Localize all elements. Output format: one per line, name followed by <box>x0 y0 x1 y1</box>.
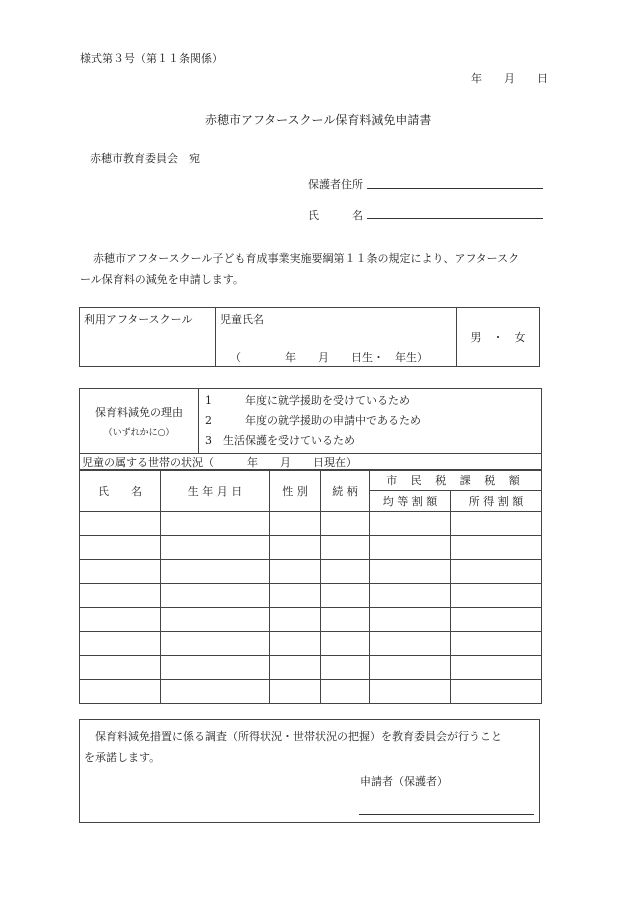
table-cell[interactable] <box>80 560 161 584</box>
table-cell[interactable] <box>270 608 321 632</box>
table-row <box>80 584 542 608</box>
table-cell[interactable] <box>451 536 542 560</box>
intro-line-1: 赤穂市アフタースクール子ども育成事業実施要綱第１１条の規定により、アフタースク <box>93 252 520 265</box>
table-row <box>80 560 542 584</box>
table-cell[interactable] <box>451 584 542 608</box>
household-status-cell <box>80 454 370 471</box>
table-cell[interactable] <box>370 656 451 680</box>
guardian-name-label: 氏 名 <box>308 209 363 222</box>
table-cell[interactable] <box>270 560 321 584</box>
table-cell[interactable] <box>80 680 161 704</box>
form-number: 様式第３号（第１１条関係） <box>80 52 223 65</box>
table-cell[interactable] <box>161 512 270 536</box>
table-cell[interactable] <box>451 680 542 704</box>
reason-options-cell <box>199 389 542 454</box>
table-cell[interactable] <box>270 656 321 680</box>
col-equal: 均 等 割 額 <box>370 491 451 512</box>
sex-options: 男 ・ 女 <box>470 331 526 344</box>
col-tax: 市 民 税 課 税 額 <box>370 470 542 491</box>
guardian-name-line[interactable] <box>367 218 543 219</box>
table-cell[interactable] <box>270 512 321 536</box>
school-label: 利用アフタースクール <box>84 313 193 326</box>
table-cell[interactable] <box>321 680 370 704</box>
table-cell[interactable] <box>370 632 451 656</box>
reason-option-2[interactable]: 2 年度の就学援助の申請中であるため <box>205 414 421 427</box>
table-cell[interactable] <box>80 608 161 632</box>
table-cell[interactable] <box>321 584 370 608</box>
table-cell[interactable] <box>270 536 321 560</box>
table-row <box>80 608 542 632</box>
birth-date: （ 年 月 日生・ 年生） <box>230 351 428 364</box>
household-table <box>79 388 542 471</box>
table-cell[interactable] <box>370 512 451 536</box>
table-cell[interactable] <box>321 632 370 656</box>
school-cell[interactable] <box>80 308 216 367</box>
sex-cell[interactable] <box>457 308 540 367</box>
reason-label: 保育料減免の理由 <box>95 406 183 419</box>
table-cell[interactable] <box>321 536 370 560</box>
table-row <box>80 536 542 560</box>
table-cell[interactable] <box>161 680 270 704</box>
household-grid <box>79 469 542 704</box>
child-table <box>79 307 540 367</box>
reason-label-cell <box>80 389 199 454</box>
table-row <box>80 512 542 536</box>
reason-option-1[interactable]: 1 年度に就学援助を受けているため <box>205 394 410 407</box>
intro-line-2: ール保育料の減免を申請します。 <box>80 273 244 286</box>
form-title: 赤穂市アフタースクール保育料減免申請書 <box>205 113 432 127</box>
table-cell[interactable] <box>370 560 451 584</box>
guardian-address-line[interactable] <box>367 188 543 189</box>
table-cell[interactable] <box>80 512 161 536</box>
table-cell[interactable] <box>451 608 542 632</box>
table-cell[interactable] <box>80 656 161 680</box>
table-cell[interactable] <box>270 632 321 656</box>
table-cell[interactable] <box>161 584 270 608</box>
table-cell[interactable] <box>80 584 161 608</box>
table-cell[interactable] <box>161 656 270 680</box>
table-cell[interactable] <box>270 584 321 608</box>
col-income: 所 得 割 額 <box>451 491 542 512</box>
consent-line-1: 保育料減免措置に係る調査（所得状況・世帯状況の把握）を教育委員会が行うこと <box>95 730 502 743</box>
table-cell[interactable] <box>321 608 370 632</box>
col-name: 氏 名 <box>80 470 161 512</box>
table-row <box>80 632 542 656</box>
addressee: 赤穂市教育委員会 宛 <box>90 152 200 165</box>
table-row <box>80 680 542 704</box>
consent-box <box>79 719 540 823</box>
table-cell[interactable] <box>370 608 451 632</box>
table-cell[interactable] <box>451 560 542 584</box>
date-field: 年 月 日 <box>471 72 548 85</box>
table-cell[interactable] <box>161 560 270 584</box>
table-cell[interactable] <box>451 632 542 656</box>
table-cell[interactable] <box>321 512 370 536</box>
child-name-cell[interactable] <box>216 308 457 367</box>
consent-line-2: を承諾します。 <box>84 751 161 764</box>
table-cell[interactable] <box>80 632 161 656</box>
applicant-signature-line[interactable] <box>359 814 534 815</box>
table-cell[interactable] <box>80 536 161 560</box>
household-status: 児童の属する世帯の状況（ 年 月 日現在） <box>82 456 357 469</box>
table-cell[interactable] <box>270 680 321 704</box>
col-birth: 生 年 月 日 <box>161 470 270 512</box>
col-sex: 性 別 <box>270 470 321 512</box>
table-row <box>80 656 542 680</box>
applicant-label: 申請者（保護者） <box>360 775 448 788</box>
table-cell[interactable] <box>161 608 270 632</box>
table-cell[interactable] <box>161 632 270 656</box>
child-name-label: 児童氏名 <box>220 313 264 326</box>
table-cell[interactable] <box>321 560 370 584</box>
table-cell[interactable] <box>451 656 542 680</box>
table-cell[interactable] <box>451 512 542 536</box>
table-cell[interactable] <box>370 536 451 560</box>
tax-header <box>370 454 542 471</box>
guardian-address-label: 保護者住所 <box>308 178 363 191</box>
table-cell[interactable] <box>161 536 270 560</box>
table-cell[interactable] <box>370 680 451 704</box>
col-relation: 続 柄 <box>321 470 370 512</box>
table-cell[interactable] <box>321 656 370 680</box>
reason-option-3[interactable]: 3 生活保護を受けているため <box>205 434 355 447</box>
reason-note: （いずれかに○） <box>103 428 175 438</box>
table-cell[interactable] <box>370 584 451 608</box>
